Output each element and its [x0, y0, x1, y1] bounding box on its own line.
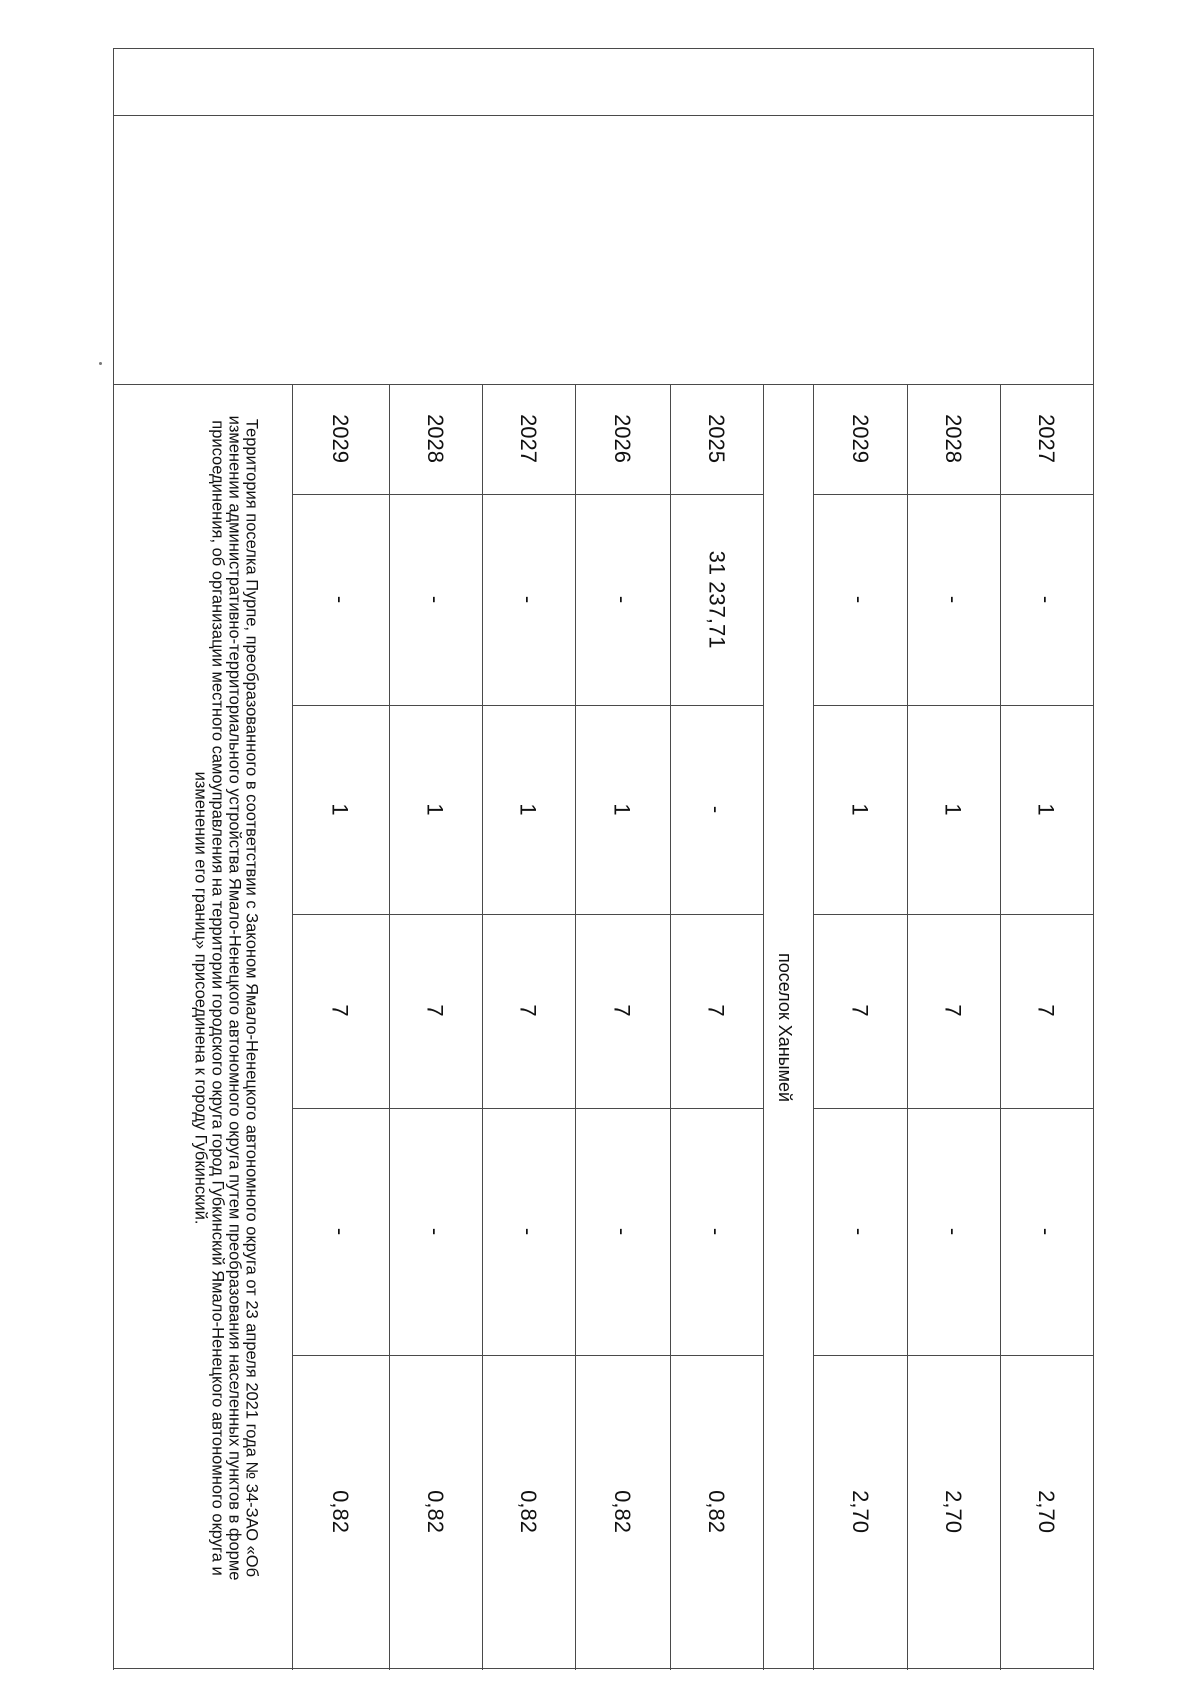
- table-border-bottom: [113, 1668, 1094, 1669]
- cell-value: 0,82: [423, 1490, 449, 1533]
- cell-year: 2029: [328, 414, 354, 464]
- cell-value: 7: [704, 1004, 730, 1018]
- cell-value: 1: [610, 803, 636, 816]
- cell-value: 1: [941, 803, 967, 816]
- cell-value: 7: [847, 1004, 873, 1018]
- cell-value: -: [610, 1227, 636, 1236]
- cell-value: -: [328, 595, 354, 604]
- scan-artifact: [99, 362, 102, 365]
- cell-value: 1: [1034, 803, 1060, 816]
- footnote-text: Территория поселка Пурпе, преобразованного в соответствии с Законом Ямало-Ненецкого автономного округа от 23 апреля 2021 года № 34-ЗАО «Об изменении административно-территориального устройства Ямало-Ненецкого автономного округа путем преобразования населенных пунктов в форме присоединения, об организации местного самоуправления на территории городского округа город Губкинский Ямало-Ненецкого автономного округа и изменении его границ» присоединена к городу Губкинский.: [191, 415, 260, 1580]
- cell-value: 0,82: [516, 1490, 542, 1533]
- section-label: поселок Ханымей: [775, 952, 796, 1103]
- cell-value: -: [704, 1227, 730, 1236]
- cell-value: -: [610, 595, 636, 604]
- cell-year: 2025: [704, 414, 730, 464]
- cell-value: 7: [516, 1004, 542, 1018]
- cell-value: 7: [941, 1004, 967, 1018]
- cell-value: 31 237,71: [704, 550, 730, 649]
- cell-value: -: [516, 595, 542, 604]
- footnote: [150, 385, 300, 1610]
- header-separator-1: [113, 115, 1094, 116]
- cell-value: 7: [328, 1004, 354, 1018]
- cell-value: 2,70: [847, 1490, 873, 1533]
- header-band-line: [1093, 48, 1094, 1670]
- cell-value: -: [328, 1227, 354, 1236]
- cell-value: 1: [847, 803, 873, 816]
- cell-value: 7: [423, 1004, 449, 1018]
- cell-value: 0,82: [704, 1490, 730, 1533]
- cell-value: 1: [328, 803, 354, 816]
- cell-value: -: [423, 595, 449, 604]
- cell-year: 2029: [847, 414, 873, 464]
- table-border-top: [113, 48, 1094, 49]
- cell-value: 1: [423, 803, 449, 816]
- cell-value: 7: [1034, 1004, 1060, 1018]
- cell-value: 0,82: [610, 1490, 636, 1533]
- cell-value: 0,82: [328, 1490, 354, 1533]
- cell-year: 2027: [1034, 414, 1060, 464]
- cell-value: 2,70: [1034, 1490, 1060, 1533]
- cell-value: -: [847, 595, 873, 604]
- cell-value: -: [941, 595, 967, 604]
- cell-value: -: [1034, 1227, 1060, 1236]
- cell-value: -: [423, 1227, 449, 1236]
- cell-year: 2028: [423, 414, 449, 464]
- cell-year: 2027: [516, 414, 542, 464]
- cell-value: 2,70: [941, 1490, 967, 1533]
- cell-value: -: [516, 1227, 542, 1236]
- cell-value: -: [847, 1227, 873, 1236]
- cell-year: 2026: [610, 414, 636, 464]
- cell-value: -: [1034, 595, 1060, 604]
- cell-year: 2028: [941, 414, 967, 464]
- table-border-left: [113, 48, 114, 1670]
- cell-value: 7: [610, 1004, 636, 1018]
- cell-value: 1: [516, 803, 542, 816]
- cell-value: -: [941, 1227, 967, 1236]
- cell-value: -: [704, 805, 730, 814]
